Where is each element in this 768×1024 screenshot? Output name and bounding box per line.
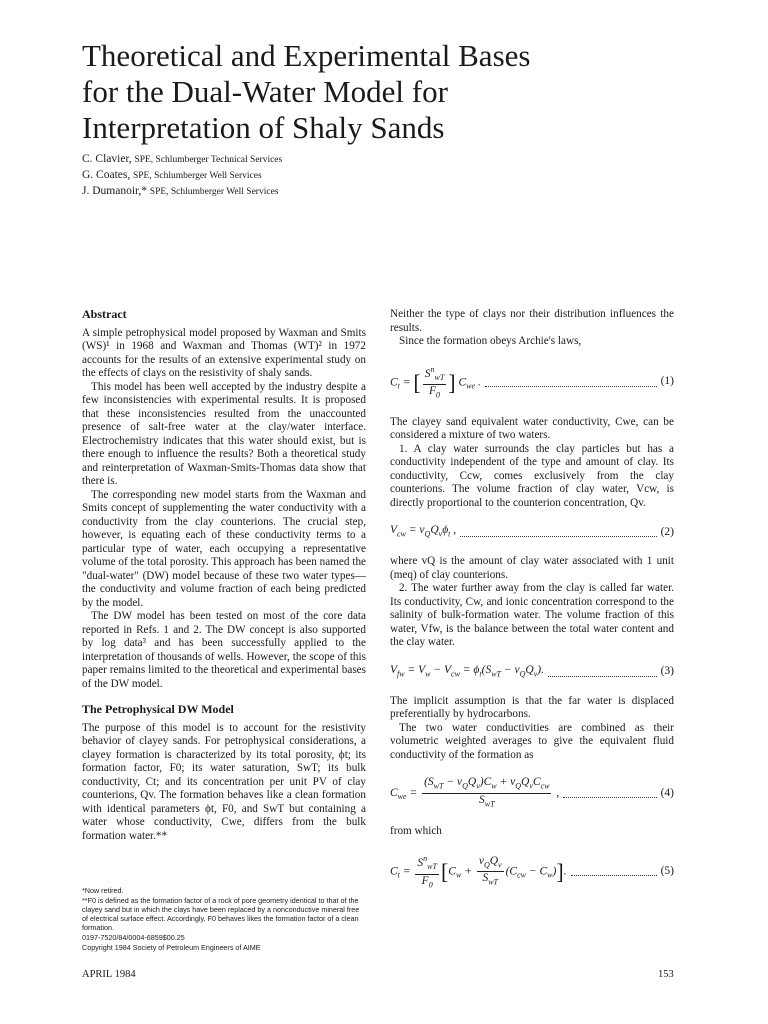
author-name: C. Clavier, [82,153,132,165]
equation-number: (2) [660,526,674,539]
body-paragraph: from which [390,824,442,837]
equation-number: (5) [660,865,674,878]
equation-1: $C_t$ = [ $\frac{S^n_{wT}}{F_0}$ ] $C_{we}$ . (1) [390,364,674,400]
body-paragraph: 1. A clay water surrounds the clay particles but has a conductivity independent of the type and amount of clay. Its conductivity, Ccw, comes exclusively from the clay counterions. The volume fraction of clay water, Vcw, is directly proportional to the counterion concentration, Qv. [390,442,674,509]
author-affiliation: SPE, Schlumberger Well Services [149,187,279,197]
author-affiliation: SPE, Schlumberger Technical Services [134,155,283,165]
equation-number: (3) [660,665,674,678]
equation-4: $C_{we}$ = $\frac{(S_{wT} - v_QQ_v)C_w + v_QQ_vC_{cw}}{S_{wT}}$ , (4) [390,776,674,809]
footnotes [82,886,366,953]
body-paragraph: The two water conductivities are combined as their volumetric weighted averages to give the equivalent fluid conductivity of the formation as [390,721,674,761]
body-paragraph: The implicit assumption is that the far water is displaced preferentially by hydrocarbons. [390,694,674,721]
page-number: 153 [658,969,674,980]
section-paragraph: The purpose of this model is to account for the resistivity behavior of clayey sands. For petrophysical considerations, a clayey formation is characterized by its total porosity, ϕt; its formation factor, F0; its water saturation, SwT; its bulk conductivity, Ct; and its concentration per unit PV of clay counterions, Qv. The formation behaves like a clean formation with identical parameters ϕt, F0, and SwT but containing a water whose conductivity, Cwe, differs from the bulk formation water.** [82,721,366,842]
equation-5: $C_t$ = $\frac{S^n_{wT}}{F_0}$ [$C_w$ + $\frac{v_QQ_v}{S_{wT}}$ $(C_{cw} - C_w)$]. (5) [390,854,674,890]
body-paragraph: The clayey sand equivalent water conductivity, Cwe, can be considered a mixture of two waters. [390,415,674,442]
title-line: Interpretation of Shaly Sands [82,110,445,145]
equation-number: (1) [660,375,674,388]
footnote: **F0 is defined as the formation factor of a rock of pore geometry identical to that of the clayey sand but in which the clays have been replaced by a nonconductive mineral free of electrical surface effect. Accordingly, F0 behaves likes the formation factor of a clean formation. [82,896,360,932]
author-name: G. Coates, [82,169,131,181]
abstract-paragraph: The DW model has been tested on most of the core data reported in Refs. 1 and 2. The DW concept is also supported by log data³ and has been successfully applied to the interpretation of thousands of wells. However, the scope of this paper remains limited to the theoretical and experimental bases of the DW model. [82,610,366,690]
footnote: *Now retired. [82,886,124,895]
abstract-paragraph: A simple petrophysical model proposed by Waxman and Smits (WS)¹ in 1968 and Waxman and Thomas (WT)² in 1972 accounts for the results of an extensive experimental study on the effects of clays on the resistivity of shaly sands. [82,326,366,379]
section-heading: The Petrophysical DW Model [82,702,234,716]
author-name: J. Dumanoir,* [82,185,148,197]
equation-2: $V_{cw} = v_QQ_v\phi_t$ , (2) [390,524,674,539]
body-paragraph: Since the formation obeys Archie's laws, [399,335,582,347]
title-line: Theoretical and Experimental Bases [82,38,531,73]
paper-title [82,38,531,146]
author-list [82,152,282,200]
title-line: for the Dual-Water Model for [82,74,448,109]
issue-date: APRIL 1984 [82,969,136,980]
author [82,152,282,168]
footnote: Copyright 1984 Society of Petroleum Engineers of AIME [82,943,261,952]
body-paragraph: 2. The water further away from the clay is called far water. Its conductivity, Cw, and ionic concentration correspond to the salinity of bulk-formation water. The volume fraction of this water, Vfw, is the balance between the total water content and the clay water. [390,582,674,649]
author [82,184,282,200]
abstract-paragraph: The corresponding new model starts from the Waxman and Smits concept of supplementing the water conductivity with a conductivity from the clay counterions. The crucial step, however, is equating each of these conductivity terms to a particular type of water, each occupying a representative volume of the total porosity. This approach has been named the "dual-water" (DW) model because of these two water types—the conductivity and volume fraction of each being predicted by the model. [82,488,366,609]
abstract-heading: Abstract [82,307,127,321]
footnote: 0197-7520/84/0004-6859$00.25 [82,933,185,942]
right-column [390,308,674,906]
left-column [82,308,366,843]
author-affiliation: SPE, Schlumberger Well Services [132,171,262,181]
author [82,168,282,184]
equation-number: (4) [660,786,674,799]
body-paragraph: Neither the type of clays nor their distribution influences the results. [390,308,674,334]
body-paragraph: where vQ is the amount of clay water associated with 1 unit (meq) of clay counterions. [390,555,674,581]
equation-3: $V_{fw} = V_w - V_{cw} = \phi_t(S_{wT} - v_QQ_v)$. (3) [390,663,674,679]
abstract-paragraph: This model has been well accepted by the industry despite a few inconsistencies with experimental results. It is proposed that these inconsistencies resulted from the unaccounted presence of salt-free water at the clay/water interface. Electrochemistry indicates that this water should exist, but is there enough to influence the results? Both a theoretical study and reinterpretation of Waxman-Smits-Thomas data show that there is. [82,380,366,487]
